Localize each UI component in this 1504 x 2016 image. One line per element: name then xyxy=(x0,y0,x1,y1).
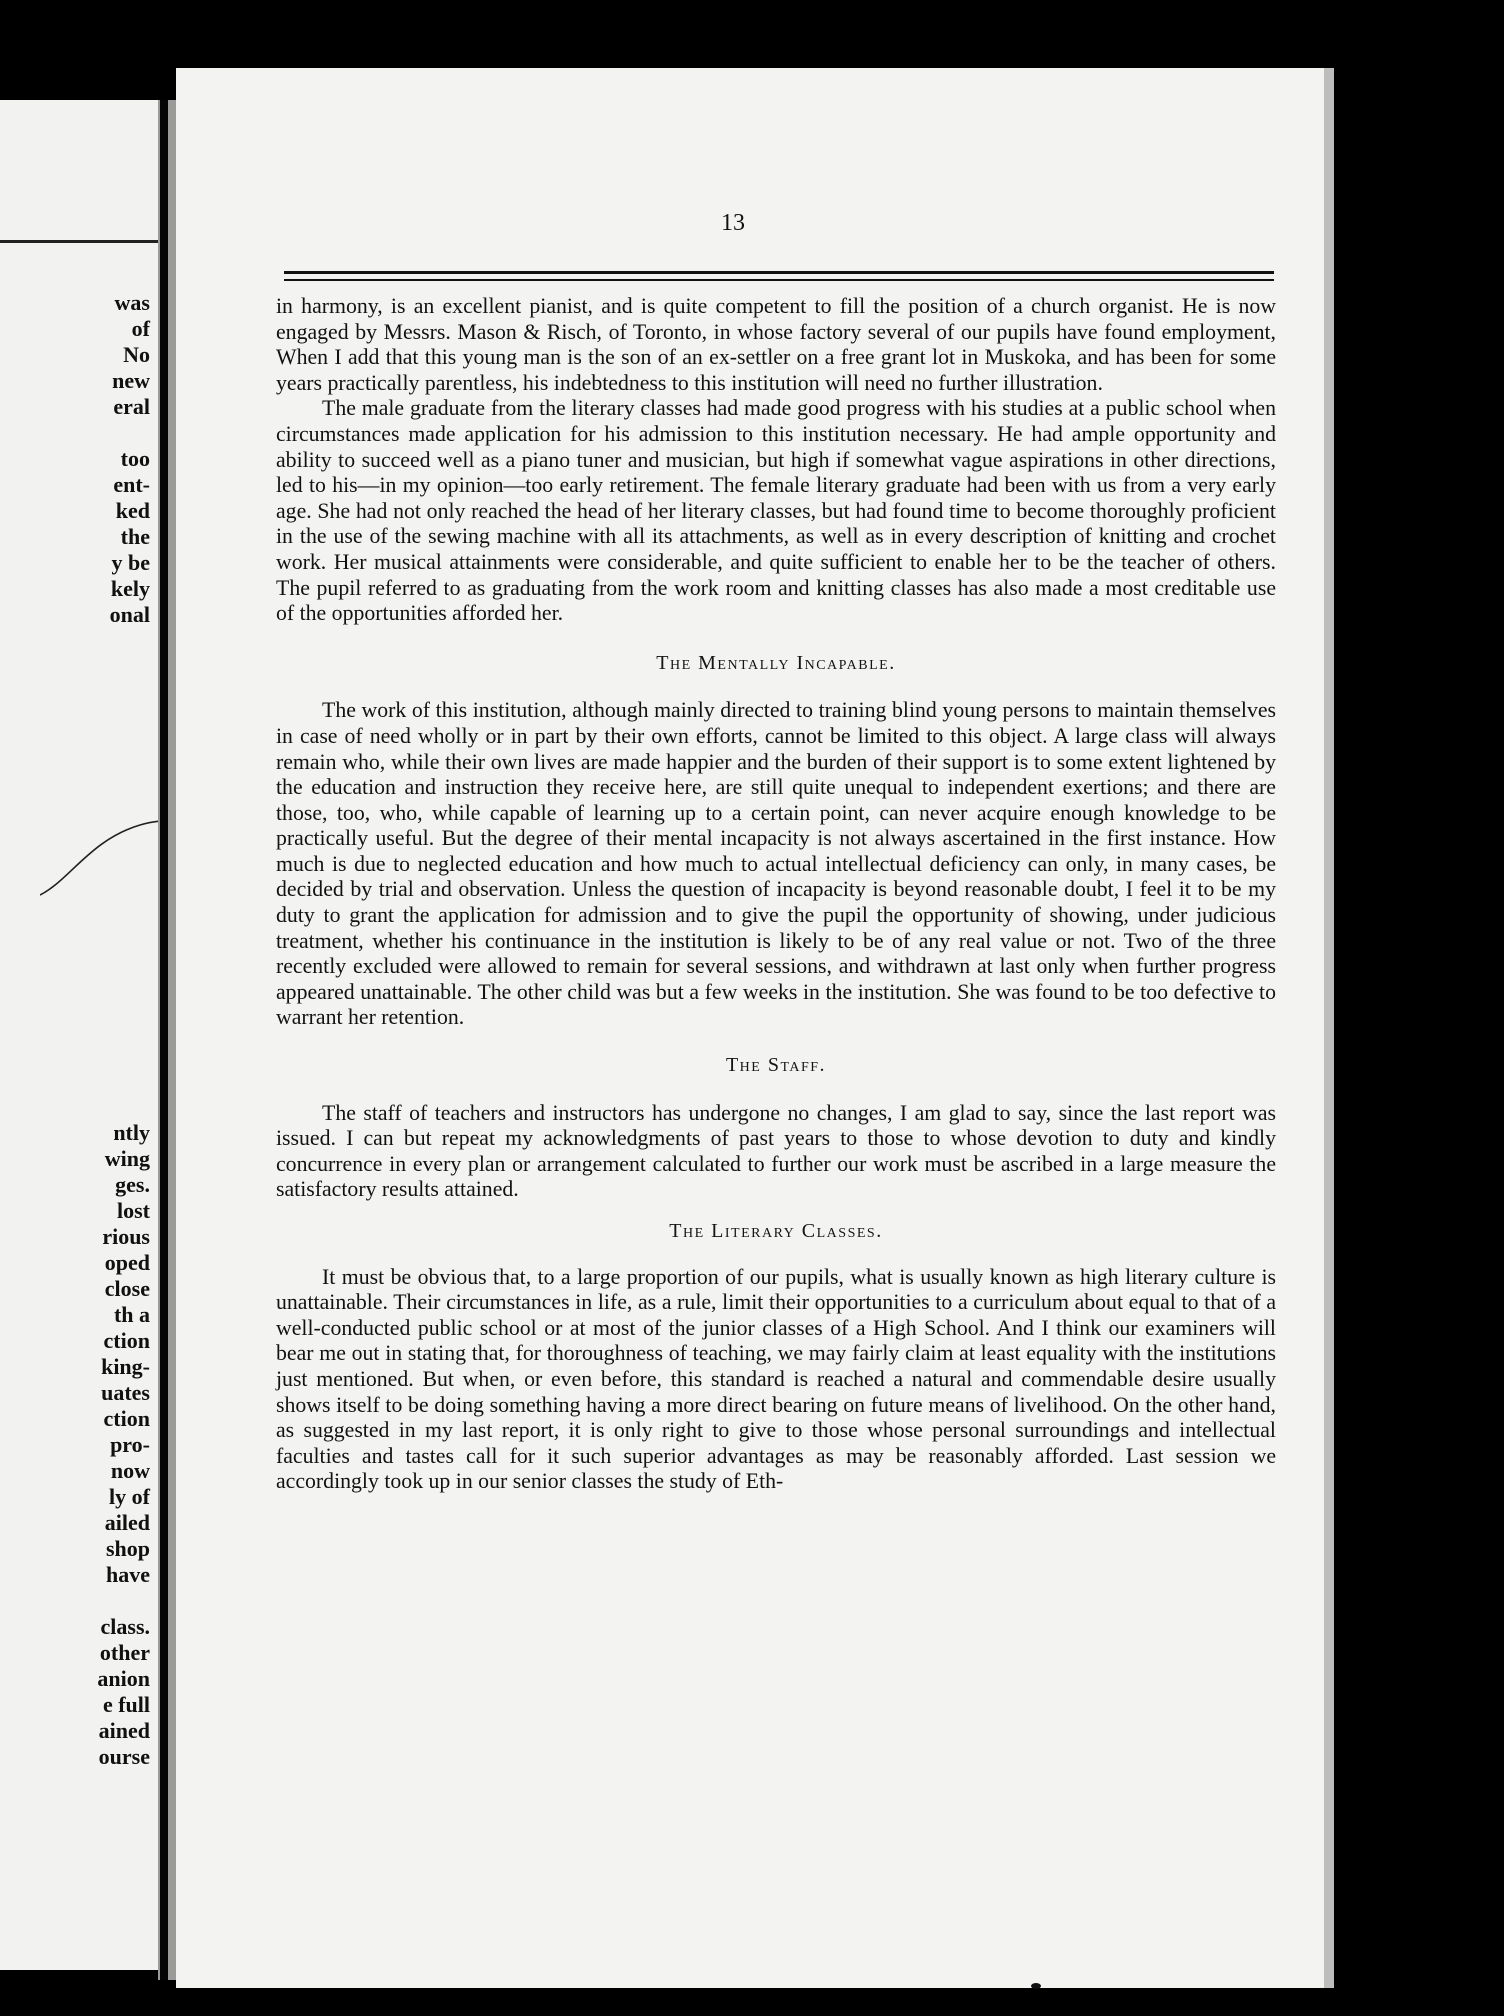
paragraph: The staff of teachers and instructors has undergone no changes, I am glad to say, since the last report was issued. I can but repeat my acknowledgments of past years to those to whose devotion to duty and kindly concurrence in every plan or arrangement calculated to further our work must be ascribed in a large measure the satisfactory results attained. xyxy=(276,1100,1276,1202)
left-page-line: ked xyxy=(115,498,150,523)
left-page-line: kely xyxy=(110,576,150,601)
left-page-line: ction xyxy=(103,1406,150,1431)
paragraph: It must be obvious that, to a large proportion of our pupils, what is usually known as high literary culture is unattainable. Their circumstances in life, as a rule, limit their opportunities to a curriculum about equal to that of a well-conducted public school or at most of the junior classes of a High School. And I think our examiners will bear me out in stating that, for thoroughness of teaching, we may fairly claim at least equality with the institutions just mentioned. But when, or even before, this standard is reached a natural and commendable desire usually shows itself to be doing something having a more direct bearing on future means of livelihood. On the other hand, as suggested in my last report, it is only right to give to those whose personal surroundings and intellectual faculties and tastes call for it such superior advantages as may be reasonably afforded. Last session we accordingly took up in our senior classes the study of Eth- xyxy=(276,1264,1276,1494)
left-page-line: class. xyxy=(100,1614,150,1639)
section-heading-staff: The Staff. xyxy=(725,1054,827,1077)
left-page-line: now xyxy=(110,1458,150,1483)
pen-scratch-mark xyxy=(40,820,158,900)
section-heading-mentally-incapable: The Mentally Incapable. xyxy=(656,651,896,674)
left-page-line: was xyxy=(114,290,150,315)
left-page-line: shop xyxy=(105,1536,150,1561)
paragraph: in harmony, is an excellent pianist, and is quite competent to fill the position of a church organist. He is now engaged by Messrs. Mason & Risch, of Toronto, in whose factory several of our pupils have found employment, When I add that this young man is the son of an ex-settler on a free grant lot in Muskoka, and has been for some years practically parentless, his indebtedness to this institution will need no further illustration. xyxy=(276,294,1276,395)
left-page-line: ges. xyxy=(115,1172,150,1197)
paragraph: The work of this institution, although mainly directed to training blind young persons to maintain themselves in case of need wholly or in part by their own efforts, cannot be limited to this object. A large class will always remain who, while their own lives are made happier and the burden of their support is to some extent lightened by the education and instruction they receive here, are still quite unequal to independent exertions; and there are those, too, who, while capable of learning up to a certain point, can never acquire enough knowledge to be practically useful. But the degree of their mental incapacity is not always ascertained in the first instance. How much is due to neglected education and how much to actual intellectual deficiency can only, in many cases, be decided by trial and observation. Unless the question of incapacity is beyond reasonable doubt, I feel it to be my duty to grant the application for admission and to give the pupil the opportunity of showing, under judicious treatment, whether his continuance in the institution is likely to be of any real value or not. Two of the three recently excluded were allowed to remain for several sessions, and withdrawn at last only when further progress appeared unattainable. The other child was but a few weeks in the institution. She was found to be too defective to warrant her retention. xyxy=(276,698,1276,1030)
left-page-line: the xyxy=(120,524,150,549)
left-page-rule xyxy=(0,240,158,243)
left-page-line: ailed xyxy=(104,1510,150,1535)
left-page-line: king- xyxy=(101,1354,150,1379)
left-page-line: ction xyxy=(103,1328,150,1353)
left-page-line: other xyxy=(99,1640,150,1665)
left-page-line: new xyxy=(112,368,150,393)
left-page-line: ourse xyxy=(98,1744,150,1769)
left-page-line: rious xyxy=(102,1224,150,1249)
left-page-line: onal xyxy=(109,602,150,627)
left-page-line: ly of xyxy=(109,1484,150,1509)
page-number: 13 xyxy=(721,210,745,236)
left-page-line: y be xyxy=(111,550,150,575)
page-edge xyxy=(1324,68,1334,1988)
binding-spine xyxy=(160,100,168,1980)
left-page-fragment xyxy=(0,100,158,1970)
section-heading-literary-classes: The Literary Classes. xyxy=(669,1220,883,1242)
left-page-line: too xyxy=(120,446,150,471)
left-page-line: th a xyxy=(113,1302,150,1327)
left-page-line: close xyxy=(104,1276,150,1301)
main-page xyxy=(176,68,1324,1988)
left-page-line: pro- xyxy=(110,1432,150,1457)
left-page-line: ained xyxy=(98,1718,150,1743)
header-rule-top xyxy=(284,271,1274,274)
left-page-line: uates xyxy=(101,1380,150,1405)
left-page-line: ntly xyxy=(113,1120,150,1145)
left-page-line: wing xyxy=(104,1146,150,1171)
header-rule-bottom xyxy=(284,279,1274,281)
left-page-line: of xyxy=(131,316,150,341)
left-page-line: lost xyxy=(117,1198,150,1223)
left-page-line: oped xyxy=(104,1250,150,1275)
left-page-line: e full xyxy=(102,1692,150,1717)
left-page-line: have xyxy=(106,1562,150,1587)
left-page-line: anion xyxy=(97,1666,150,1691)
left-page-line: No xyxy=(123,342,150,367)
paragraph: The male graduate from the literary classes had made good progress with his studies at a public school when circumstances made application for his admission to this institution necessary. He had ample opportunity and ability to succeed well as a piano tuner and musician, but high if somewhat vague aspirations in other directions, led to his—in my opinion—too early retirement. The female literary graduate had been with us from a very early age. She had not only reached the head of her literary classes, but had found time to become thoroughly proficient in the use of the sewing machine with all its attachments, as well as in every description of knitting and crochet work. Her musical attainments were considerable, and quite sufficient to enable her to be the teacher of others. The pupil referred to as graduating from the work room and knitting classes has also made a most creditable use of the opportunities afforded her. xyxy=(276,396,1276,626)
left-page-line: eral xyxy=(113,394,150,419)
body-text xyxy=(276,294,1276,1495)
left-page-line: ent- xyxy=(113,472,150,497)
ink-speck xyxy=(1031,1983,1041,1989)
